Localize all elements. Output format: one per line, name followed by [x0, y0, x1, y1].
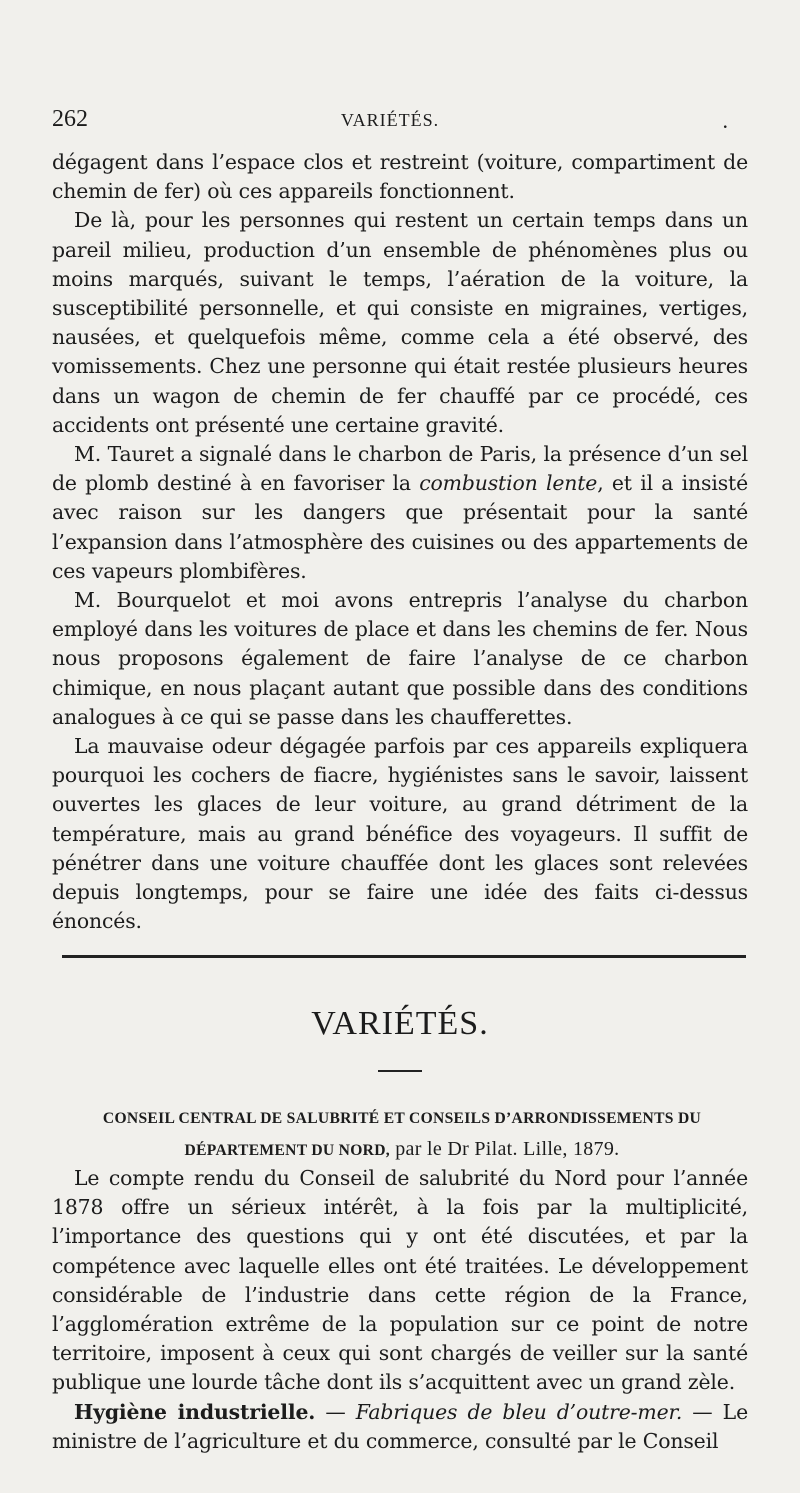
text-run: — Le ministre de l’agriculture et du commerce, consulté par le Conseil	[52, 1399, 748, 1453]
paragraph: M. Bourquelot et moi avons entrepris l’analyse du charbon employé dans les voitures de place et dans les chemins de fer. Nous nous proposons également de faire l’analyse de ce charbon chimique, en nous plaçant autant que possible dans des conditions analogues à ce qui se passe dans les chaufferettes.	[52, 588, 748, 729]
paragraph: La mauvaise odeur dégagée parfois par ces appareils expliquera pourquoi les cochers de fiacre, hygiénistes sans le savoir, laissent ouvertes les glaces de leur voiture, au grand détriment de la température, mais au grand bénéfice des voyageurs. Il suffit de pénétrer dans une voiture chauffée dont les glaces sont relevées depuis longtemps, pour se faire une idée des faits ci-dessus énoncés.	[52, 734, 748, 934]
section-divider	[62, 955, 746, 958]
running-head: VARIÉTÉS.	[340, 110, 440, 130]
previous-article-text	[52, 148, 748, 936]
heading-author: par le Dr Pilat. Lille, 1879.	[389, 1138, 620, 1160]
subsection-lead: Hygiène industrielle.	[74, 1399, 316, 1424]
subsection-topic: Fabriques de bleu d’outre-mer.	[355, 1399, 683, 1424]
article-heading	[52, 1104, 752, 1166]
section-title: VARIÉTÉS.	[311, 1005, 489, 1042]
header-dot: .	[722, 108, 728, 133]
title-underline	[378, 1070, 422, 1072]
text-run: , et il a insisté avec raison sur les dangers que présentait pour la santé l’expansion dans l’atmosphère des cuisines ou des appartements de ces vapeurs plombifères.	[52, 471, 748, 583]
paragraph	[52, 440, 748, 586]
article-heading-line: CONSEIL CENTRAL DE SALUBRITÉ ET CONSEILS D’ARRONDISSEMENTS DU	[102, 1110, 702, 1127]
emphasis-text: combustion lente	[419, 471, 598, 496]
paragraph: Le compte rendu du Conseil de salubrité du Nord pour l’année 1878 offre un sérieux intérêt, à la fois par la multiplicité, l’importance des questions qui y ont été discutées, et par la compétence avec laquelle elles ont été traitées. Le développement considérable de l’industrie dans cette région de la France, l’agglomération extrême de la population sur ce point de notre territoire, imposent à ceux qui sont chargés de veiller sur la santé publique une lourde tâche dont ils s’acquittent avec un grand zèle.	[52, 1166, 748, 1395]
paragraph: De là, pour les personnes qui restent un certain temps dans un pareil milieu, production d’un ensemble de phénomènes plus ou moins marqués, suivant le temps, l’aération de la voiture, la susceptibilité personnelle, et qui consiste en migraines, vertiges, nausées, et quelquefois même, comme cela a été observé, des vomissements. Chez une personne qui était restée plusieurs heures dans un wagon de chemin de fer chauffé par ce procédé, ces accidents ont présenté une certaine gravité.	[52, 208, 748, 437]
article-heading-line	[52, 1134, 752, 1166]
heading-caps: DÉPARTEMENT DU NORD,	[184, 1142, 390, 1159]
paragraph	[52, 1398, 748, 1456]
paragraph: dégagent dans l’espace clos et restreint (voiture, compartiment de chemin de fer) où ces appareils fonctionnent.	[52, 150, 748, 204]
dash: —	[315, 1399, 356, 1424]
article-body	[52, 1164, 748, 1456]
page-header	[52, 106, 728, 138]
page-number: 262	[52, 106, 88, 132]
text-run: M. Tauret a signalé dans le charbon de Paris, la présence d’un sel de plomb destiné à en favoriser la	[52, 442, 748, 496]
